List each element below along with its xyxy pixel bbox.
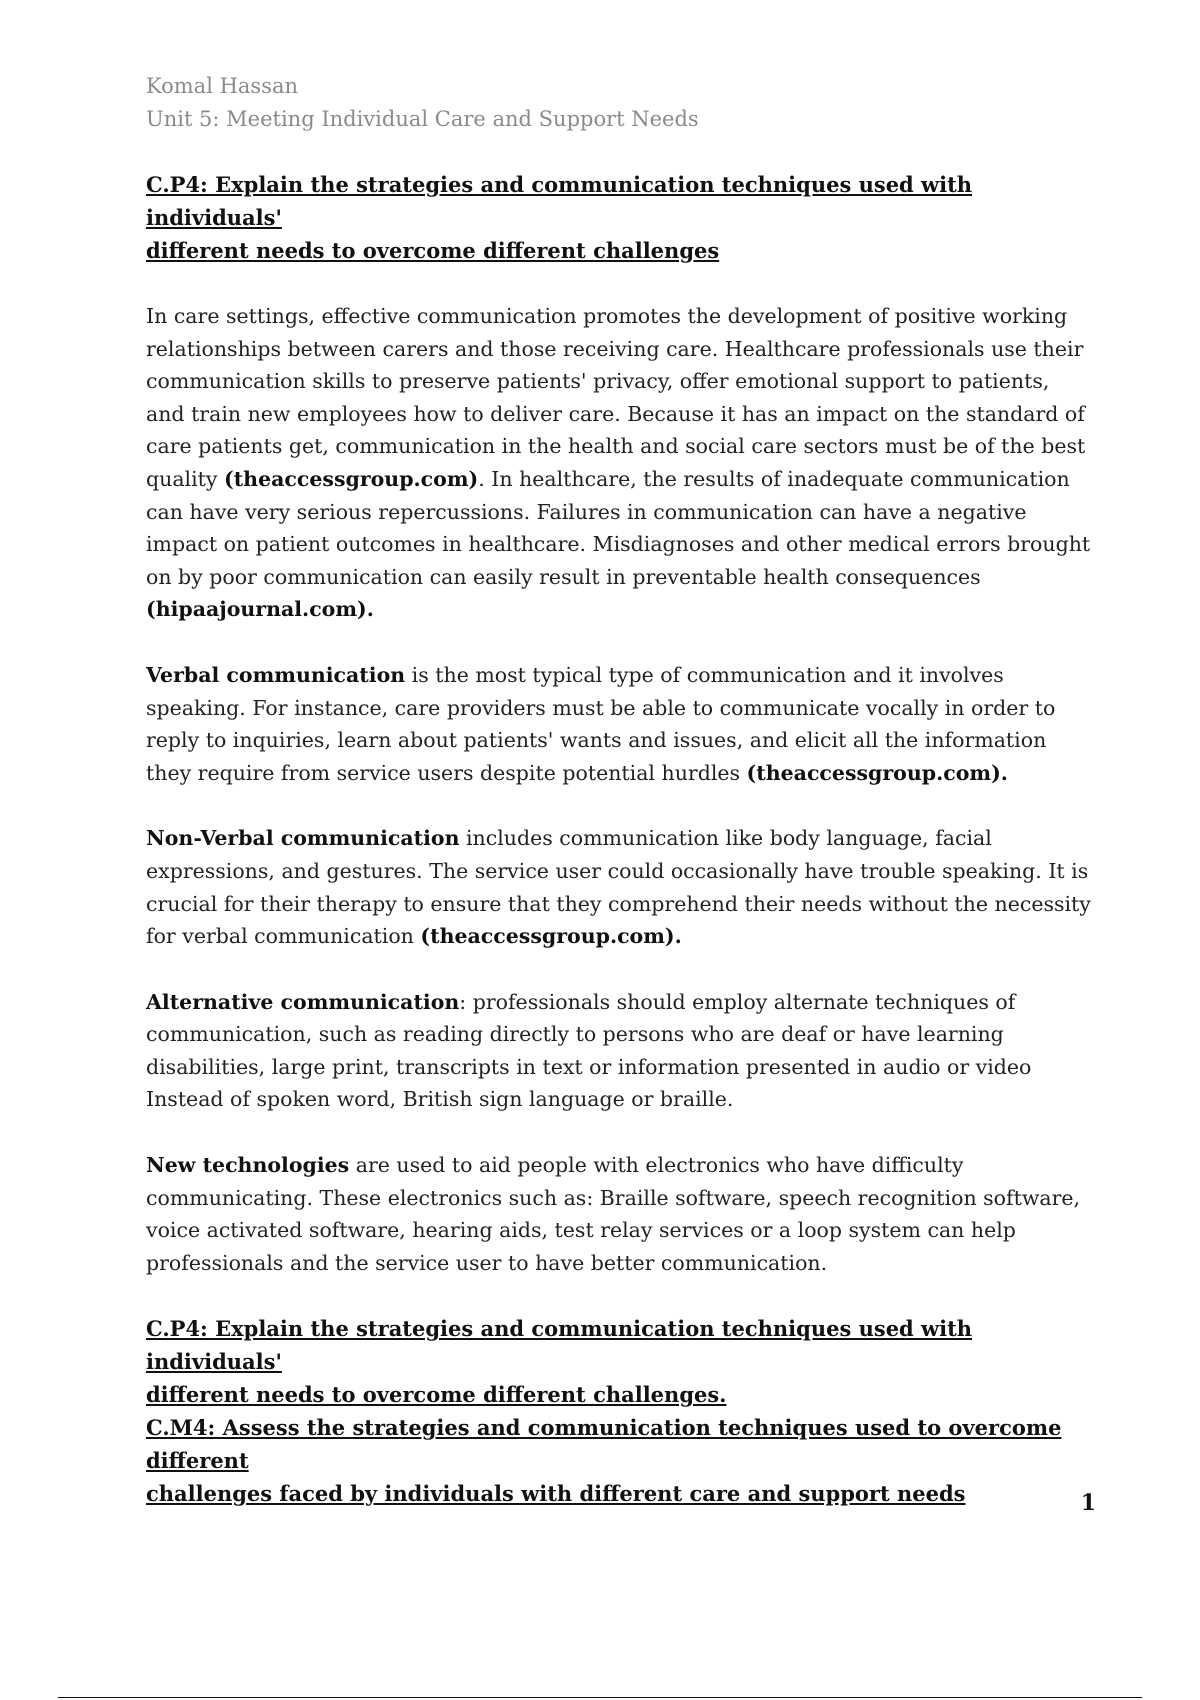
section-heading-cp4 <box>146 168 1092 267</box>
term-alternative: Alternative communication <box>146 989 460 1014</box>
alternative-paragraph <box>146 986 1092 1116</box>
citation: (hipaajournal.com). <box>146 597 374 622</box>
footer-divider <box>58 1697 1142 1698</box>
page-number: 1 <box>1080 1490 1096 1516</box>
term-verbal: Verbal communication <box>146 662 406 687</box>
verbal-paragraph <box>146 659 1092 789</box>
author-name: Komal Hassan <box>146 74 299 98</box>
citation: (theaccessgroup.com). <box>746 760 1008 785</box>
heading-line: different needs to overcome different challenges. <box>146 1382 727 1408</box>
section-heading-cp4-cm4 <box>146 1312 1092 1510</box>
nonverbal-paragraph <box>146 822 1092 952</box>
unit-title: Unit 5: Meeting Individual Care and Support Needs <box>146 107 699 131</box>
heading-line: challenges faced by individuals with different care and support needs <box>146 1481 966 1507</box>
heading-line: C.P4: Explain the strategies and communication techniques used with individuals' <box>146 1316 973 1375</box>
term-nonverbal: Non-Verbal communication <box>146 826 460 851</box>
citation: (theaccessgroup.com) <box>224 466 479 491</box>
document-page <box>146 70 1092 1510</box>
heading-line: C.P4: Explain the strategies and communication techniques used with individuals' <box>146 172 973 230</box>
heading-line: C.M4: Assess the strategies and communication techniques used to overcome different <box>146 1415 1062 1474</box>
verbal-text: is the most typical type of communication and it involves speaking. For instance, care providers must be able to communicate vocally in order to reply to inquiries, learn about patients' wants and issues, and elicit all the information they require from service users despite potential hurdles <box>146 662 1056 785</box>
heading-line: different needs to overcome different challenges <box>146 238 720 263</box>
citation: (theaccessgroup.com). <box>420 924 682 949</box>
nonverbal-text: includes communication like body language, facial expressions, and gestures. The service user could occasionally have trouble speaking. It is crucial for their therapy to ensure that they comprehend their needs without the necessity for verbal communication <box>146 826 1091 949</box>
intro-text: In care settings, effective communication promotes the development of positive working relationships between carers and those receiving care. Healthcare professionals use their communication skills to preserve patients' privacy, offer emotional support to patients, and train new employees how to deliver care. Because it has an impact on the standard of care patients get, communication in the health and social care sectors must be of the best quality <box>146 304 1086 491</box>
term-technologies: New technologies <box>146 1153 350 1178</box>
technologies-text: are used to aid people with electronics who have difficulty communicating. These electronics such as: Braille software, speech recognition software, voice activated software, hearing aids, test relay services or a loop system can help professionals and the service user to have better communication. <box>146 1153 1081 1275</box>
technologies-paragraph <box>146 1149 1092 1279</box>
intro-text: . In healthcare, the results of inadequate communication can have very serious repercussions. Failures in communication can have a negative impact on patient outcomes in healthcare. Misdiagnoses and other medical errors brought on by poor communication can easily result in preventable health consequences <box>146 466 1091 589</box>
alternative-text: : professionals should employ alternate techniques of communication, such as reading directly to persons who are deaf or have learning disabilities, large print, transcripts in text or information presented in audio or video Instead of spoken word, British sign language or braille. <box>146 989 1032 1112</box>
intro-paragraph <box>146 300 1092 626</box>
